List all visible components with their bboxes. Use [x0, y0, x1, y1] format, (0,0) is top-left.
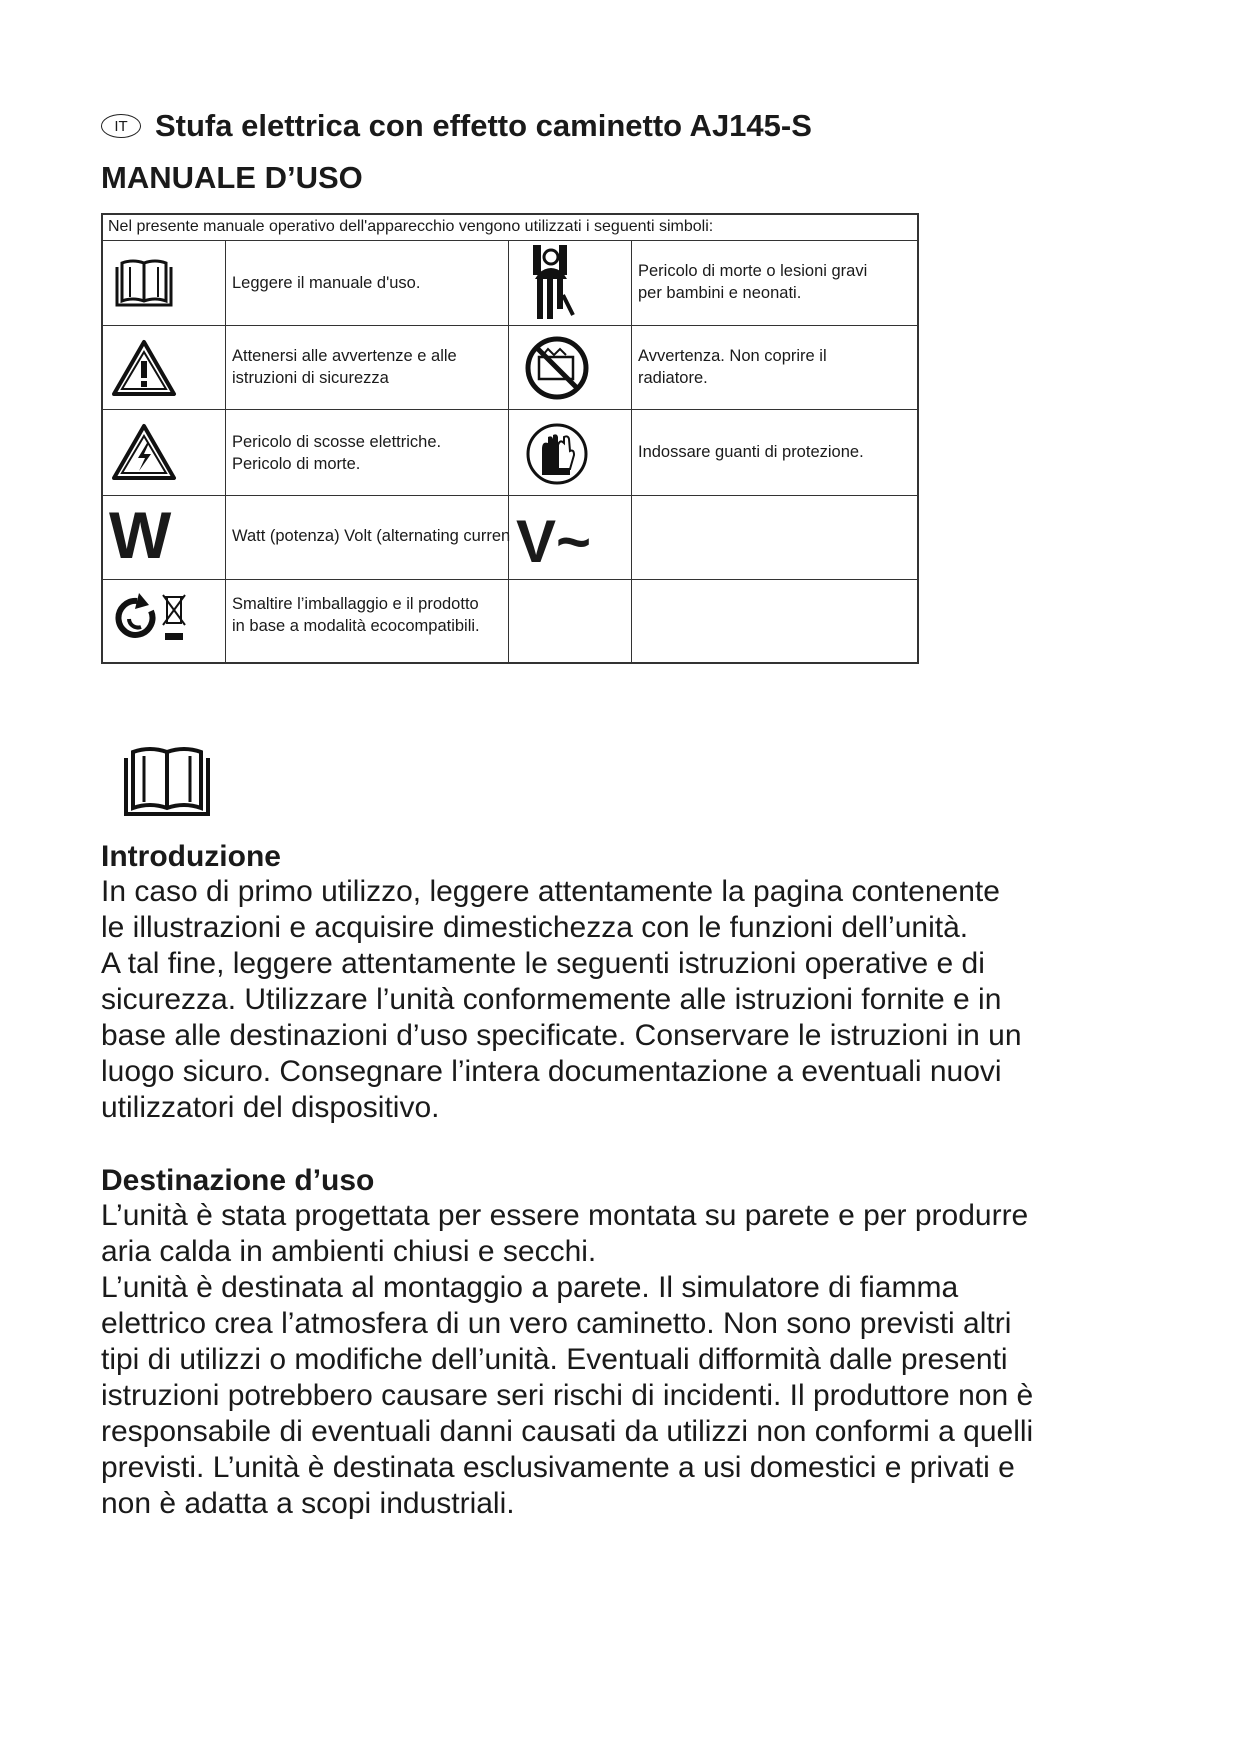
symbol-description: Pericolo di morte o lesioni gravi per bambini e neonati.	[638, 262, 868, 302]
warning-triangle-icon	[111, 339, 177, 397]
section-body: L’unità è stata progettata per essere montata su parete e per produrre aria calda in ambienti chiusi e secchi. L’unità è destinata al montaggio a parete. Il simulatore di fiamma elettrico crea l’atmosfera di un vero caminetto. Non sono previsti altri tipi di utilizzi o modifiche dell’unità. Eventuali difformità dalle presenti istruzioni potrebbero causare seri rischi di incidenti. Il produttore non è responsabile di eventuali danni causati da utilizzi non conformi a quelli previsti. L’unità è destinata esclusivamente a usi domestici e privati e non è adatta a scopi industriali.	[101, 1199, 1034, 1520]
gloves-icon	[524, 421, 590, 487]
recycle-icon	[111, 589, 191, 647]
language-badge: IT	[101, 114, 141, 138]
symbols-caption: Nel presente manuale operativo dell'apparecchio vengono utilizzati i seguenti simboli:	[103, 215, 917, 241]
child-hazard-icon	[521, 245, 581, 321]
table-divider	[103, 409, 917, 410]
document-title: Stufa elettrica con effetto caminetto AJ145-S	[155, 108, 812, 143]
do-not-cover-icon	[524, 335, 590, 401]
symbol-description: Indossare guanti di protezione.	[638, 443, 864, 461]
section-heading: Introduzione	[101, 840, 281, 873]
symbol-description: Leggere il manuale d'uso.	[232, 274, 421, 292]
book-icon	[113, 257, 175, 309]
table-divider	[631, 241, 632, 662]
symbol-description: Attenersi alle avvertenze e alle istruzioni di sicurezza	[232, 347, 457, 387]
document-header	[101, 108, 812, 144]
table-divider	[103, 325, 917, 326]
book-icon	[121, 742, 213, 820]
table-divider	[225, 241, 226, 662]
table-divider	[508, 241, 509, 662]
symbol-description: Watt (potenza) Volt (alternating curren	[232, 527, 511, 545]
volt-ac-icon: V~	[516, 511, 595, 573]
watt-icon: W	[109, 498, 172, 572]
table-divider	[103, 579, 917, 580]
symbol-description: Pericolo di scosse elettriche. Pericolo di morte.	[232, 433, 442, 473]
table-divider	[103, 495, 917, 496]
symbol-description: Avvertenza. Non coprire il radiatore.	[638, 347, 827, 387]
section-heading: Destinazione d’uso	[101, 1164, 375, 1197]
electric-shock-icon	[111, 423, 177, 481]
symbols-table	[101, 213, 919, 664]
section-body: In caso di primo utilizzo, leggere attentamente la pagina contenente le illustrazioni e acquisire dimestichezza con le funzioni dell’unità. A tal fine, leggere attentamente le seguenti istruzioni operative e di sicurezza. Utilizzare l’unità conformemente alle istruzioni fornite e in base alle destinazioni d’uso specificate. Conservare le istruzioni in un luogo sicuro. Consegnare l’intera documentazione a eventuali nuovi utilizzatori del dispositivo.	[101, 875, 1022, 1124]
symbol-description: Smaltire l’imballaggio e il prodotto in base a modalità ecocompatibili.	[232, 595, 480, 635]
document-subtitle: MANUALE D’USO	[101, 160, 363, 195]
